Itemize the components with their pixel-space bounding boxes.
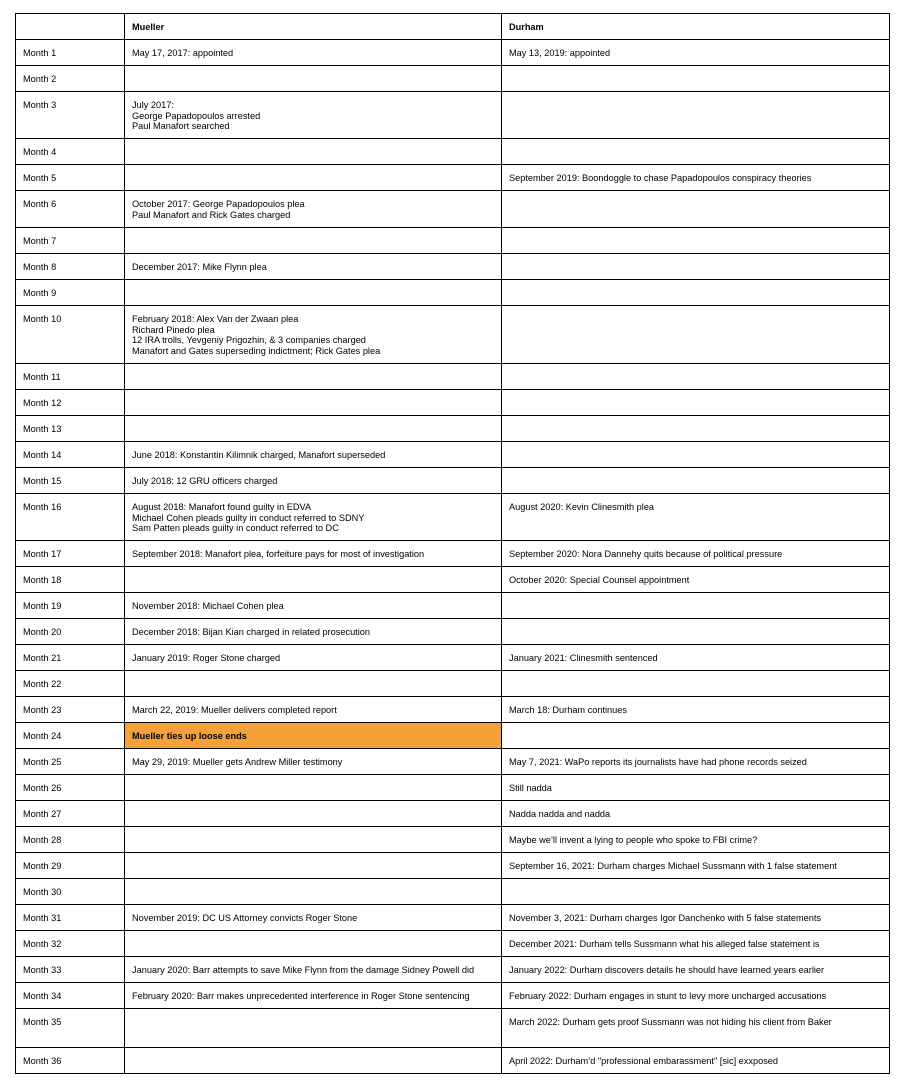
month-cell: Month 13 [16,416,125,442]
table-row [16,619,890,645]
table-row [16,593,890,619]
table-row [16,364,890,390]
mueller-entry-line: February 2018: Alex Van der Zwaan plea [132,314,299,324]
mueller-cell [125,280,502,306]
durham-entry-line: December 2021: Durham tells Sussmann what his alleged false statement is [509,939,820,949]
table-row [16,931,890,957]
month-cell: Month 1 [16,40,125,66]
table-row [16,165,890,191]
mueller-entry-line: May 17, 2017: appointed [132,48,234,58]
month-cell: Month 36 [16,1048,125,1074]
mueller-entry-line: March 22, 2019: Mueller delivers completed report [132,705,337,715]
durham-cell [502,254,890,280]
table-row [16,775,890,801]
durham-cell [502,442,890,468]
table-row [16,957,890,983]
durham-cell [502,879,890,905]
month-cell: Month 22 [16,671,125,697]
table-row [16,191,890,228]
durham-cell [502,645,890,671]
month-cell: Month 14 [16,442,125,468]
header-row [16,14,890,40]
month-cell: Month 23 [16,697,125,723]
durham-cell [502,983,890,1009]
month-cell: Month 16 [16,494,125,541]
durham-cell [502,306,890,364]
mueller-entry-line: July 2017: [132,100,174,110]
mueller-cell [125,1009,502,1048]
mueller-entry-line: July 2018: 12 GRU officers charged [132,476,278,486]
durham-entry-line: April 2022: Durham’d "professional embarassment" [sic] exxposed [509,1056,779,1066]
month-cell: Month 6 [16,191,125,228]
month-cell: Month 18 [16,567,125,593]
table-row [16,494,890,541]
month-cell: Month 8 [16,254,125,280]
month-cell: Month 27 [16,801,125,827]
month-cell: Month 34 [16,983,125,1009]
month-cell: Month 3 [16,92,125,139]
table-row [16,723,890,749]
durham-cell [502,723,890,749]
mueller-cell [125,801,502,827]
month-cell: Month 32 [16,931,125,957]
table-row [16,749,890,775]
durham-cell [502,827,890,853]
mueller-cell [125,905,502,931]
table-row [16,40,890,66]
table-row [16,905,890,931]
month-cell: Month 5 [16,165,125,191]
mueller-cell [125,957,502,983]
durham-entry-line: May 13, 2019: appointed [509,48,611,58]
table-row [16,416,890,442]
mueller-cell [125,139,502,165]
mueller-cell [125,1048,502,1074]
durham-cell [502,494,890,541]
mueller-entry-line: May 29, 2019: Mueller gets Andrew Miller testimony [132,757,343,767]
table-row [16,280,890,306]
table-row [16,390,890,416]
durham-entry-line: November 3, 2021: Durham charges Igor Danchenko with 5 false statements [509,913,822,923]
durham-entry-line: October 2020: Special Counsel appointment [509,575,690,585]
table-row [16,92,890,139]
mueller-cell [125,541,502,567]
durham-entry-line: March 2022: Durham gets proof Sussmann was not hiding his client from Baker [509,1017,832,1027]
table-row [16,567,890,593]
table-row [16,541,890,567]
month-cell: Month 25 [16,749,125,775]
mueller-cell [125,442,502,468]
durham-cell [502,228,890,254]
durham-cell [502,957,890,983]
month-cell: Month 31 [16,905,125,931]
durham-cell [502,66,890,92]
mueller-entry-line: 12 IRA trolls, Yevgeniy Prigozhin, & 3 companies charged [132,335,366,346]
table-row [16,228,890,254]
mueller-entry-line: Mueller ties up loose ends [132,731,247,741]
timeline-table [15,13,890,1074]
mueller-cell [125,931,502,957]
durham-cell [502,619,890,645]
mueller-cell [125,827,502,853]
durham-entry-line: March 18: Durham continues [509,705,627,715]
mueller-entry-line: September 2018: Manafort plea, forfeiture pays for most of investigation [132,549,425,559]
mueller-cell [125,364,502,390]
mueller-entry-line: January 2019: Roger Stone charged [132,653,281,663]
durham-cell [502,92,890,139]
mueller-cell [125,468,502,494]
mueller-cell [125,228,502,254]
table-row [16,645,890,671]
table-row [16,442,890,468]
mueller-entry-line: November 2018: Michael Cohen plea [132,601,284,611]
table-row [16,853,890,879]
durham-cell [502,139,890,165]
month-cell: Month 19 [16,593,125,619]
month-cell: Month 2 [16,66,125,92]
mueller-cell [125,645,502,671]
month-cell: Month 33 [16,957,125,983]
month-cell: Month 17 [16,541,125,567]
mueller-entry-line: Michael Cohen pleads guilty in conduct referred to SDNY [132,512,365,523]
table-row [16,697,890,723]
mueller-cell [125,879,502,905]
mueller-cell [125,619,502,645]
table-row [16,139,890,165]
mueller-cell [125,983,502,1009]
durham-entry-line: Still nadda [509,783,552,793]
mueller-entry-line: February 2020: Barr makes unprecedented interference in Roger Stone sentencing [132,991,470,1001]
table-row [16,468,890,494]
mueller-entry-line: January 2020: Barr attempts to save Mike Flynn from the damage Sidney Powell did [132,965,475,975]
mueller-entry-line: Paul Manafort searched [132,121,230,132]
mueller-cell [125,416,502,442]
durham-cell [502,416,890,442]
header-durham: Durham [502,14,890,40]
durham-cell [502,853,890,879]
month-cell: Month 28 [16,827,125,853]
durham-cell [502,671,890,697]
month-cell: Month 20 [16,619,125,645]
table-row [16,66,890,92]
month-cell: Month 4 [16,139,125,165]
durham-entry-line: February 2022: Durham engages in stunt to levy more uncharged accusations [509,991,827,1001]
durham-cell [502,40,890,66]
mueller-entry-line: Richard Pinedo plea [132,324,215,335]
mueller-cell [125,775,502,801]
table-body [16,40,890,1074]
table-row [16,827,890,853]
mueller-cell [125,92,502,139]
month-cell: Month 10 [16,306,125,364]
mueller-entry-line: October 2017: George Papadopoulos plea [132,199,305,209]
durham-entry-line: Nadda nadda and nadda [509,809,611,819]
durham-cell [502,541,890,567]
durham-cell [502,697,890,723]
mueller-cell [125,697,502,723]
durham-cell [502,905,890,931]
mueller-entry-line: George Papadopoulos arrested [132,110,261,121]
table-row [16,306,890,364]
durham-cell [502,364,890,390]
mueller-cell [125,254,502,280]
month-cell: Month 15 [16,468,125,494]
month-cell: Month 11 [16,364,125,390]
mueller-entry-line: December 2018: Bijan Kian charged in related prosecution [132,627,371,637]
mueller-entry-line: November 2019: DC US Attorney convicts Roger Stone [132,913,358,923]
month-cell: Month 35 [16,1009,125,1048]
table-row [16,879,890,905]
durham-entry-line: September 2020: Nora Dannehy quits because of political pressure [509,549,783,559]
durham-cell [502,801,890,827]
mueller-cell [125,390,502,416]
durham-entry-line: September 2019: Boondoggle to chase Papadopoulos conspiracy theories [509,173,812,183]
mueller-entry-line: Paul Manafort and Rick Gates charged [132,209,291,220]
mueller-cell [125,165,502,191]
durham-cell [502,191,890,228]
mueller-entry-line: August 2018: Manafort found guilty in EDVA [132,502,312,512]
mueller-entry-line: Sam Patten pleads guilty in conduct referred to DC [132,523,339,534]
table-row [16,1048,890,1074]
mueller-entry-line: June 2018: Konstantin Kilimnik charged, Manafort superseded [132,450,386,460]
durham-cell [502,1048,890,1074]
mueller-cell [125,40,502,66]
durham-cell [502,390,890,416]
month-cell: Month 12 [16,390,125,416]
mueller-cell [125,671,502,697]
mueller-cell [125,191,502,228]
month-cell: Month 24 [16,723,125,749]
durham-entry-line: September 16, 2021: Durham charges Michael Sussmann with 1 false statement [509,861,837,871]
mueller-cell [125,749,502,775]
durham-cell [502,280,890,306]
durham-cell [502,749,890,775]
month-cell: Month 7 [16,228,125,254]
durham-cell [502,165,890,191]
mueller-entry-line: Manafort and Gates superseding indictment; Rick Gates plea [132,345,381,356]
month-cell: Month 30 [16,879,125,905]
durham-cell [502,593,890,619]
mueller-cell [125,723,502,749]
mueller-entry-line: December 2017: Mike Flynn plea [132,262,267,272]
durham-cell [502,775,890,801]
durham-cell [502,567,890,593]
mueller-cell [125,567,502,593]
mueller-cell [125,853,502,879]
durham-entry-line: January 2022: Durham discovers details he should have learned years earlier [509,965,825,975]
month-cell: Month 9 [16,280,125,306]
durham-entry-line: January 2021: Clinesmith sentenced [509,653,658,663]
month-cell: Month 26 [16,775,125,801]
table-row [16,801,890,827]
mueller-cell [125,593,502,619]
durham-cell [502,468,890,494]
durham-entry-line: May 7, 2021: WaPo reports its journalists have had phone records seized [509,757,807,767]
table-row [16,983,890,1009]
mueller-cell [125,306,502,364]
mueller-cell [125,494,502,541]
durham-cell [502,1009,890,1048]
table-row [16,1009,890,1048]
table-row [16,254,890,280]
header-month [16,14,125,40]
table-row [16,671,890,697]
header-mueller: Mueller [125,14,502,40]
mueller-cell [125,66,502,92]
durham-entry-line: Maybe we’ll invent a lying to people who spoke to FBI crime? [509,835,758,845]
durham-cell [502,931,890,957]
month-cell: Month 21 [16,645,125,671]
durham-entry-line: August 2020: Kevin Clinesmith plea [509,502,655,512]
month-cell: Month 29 [16,853,125,879]
